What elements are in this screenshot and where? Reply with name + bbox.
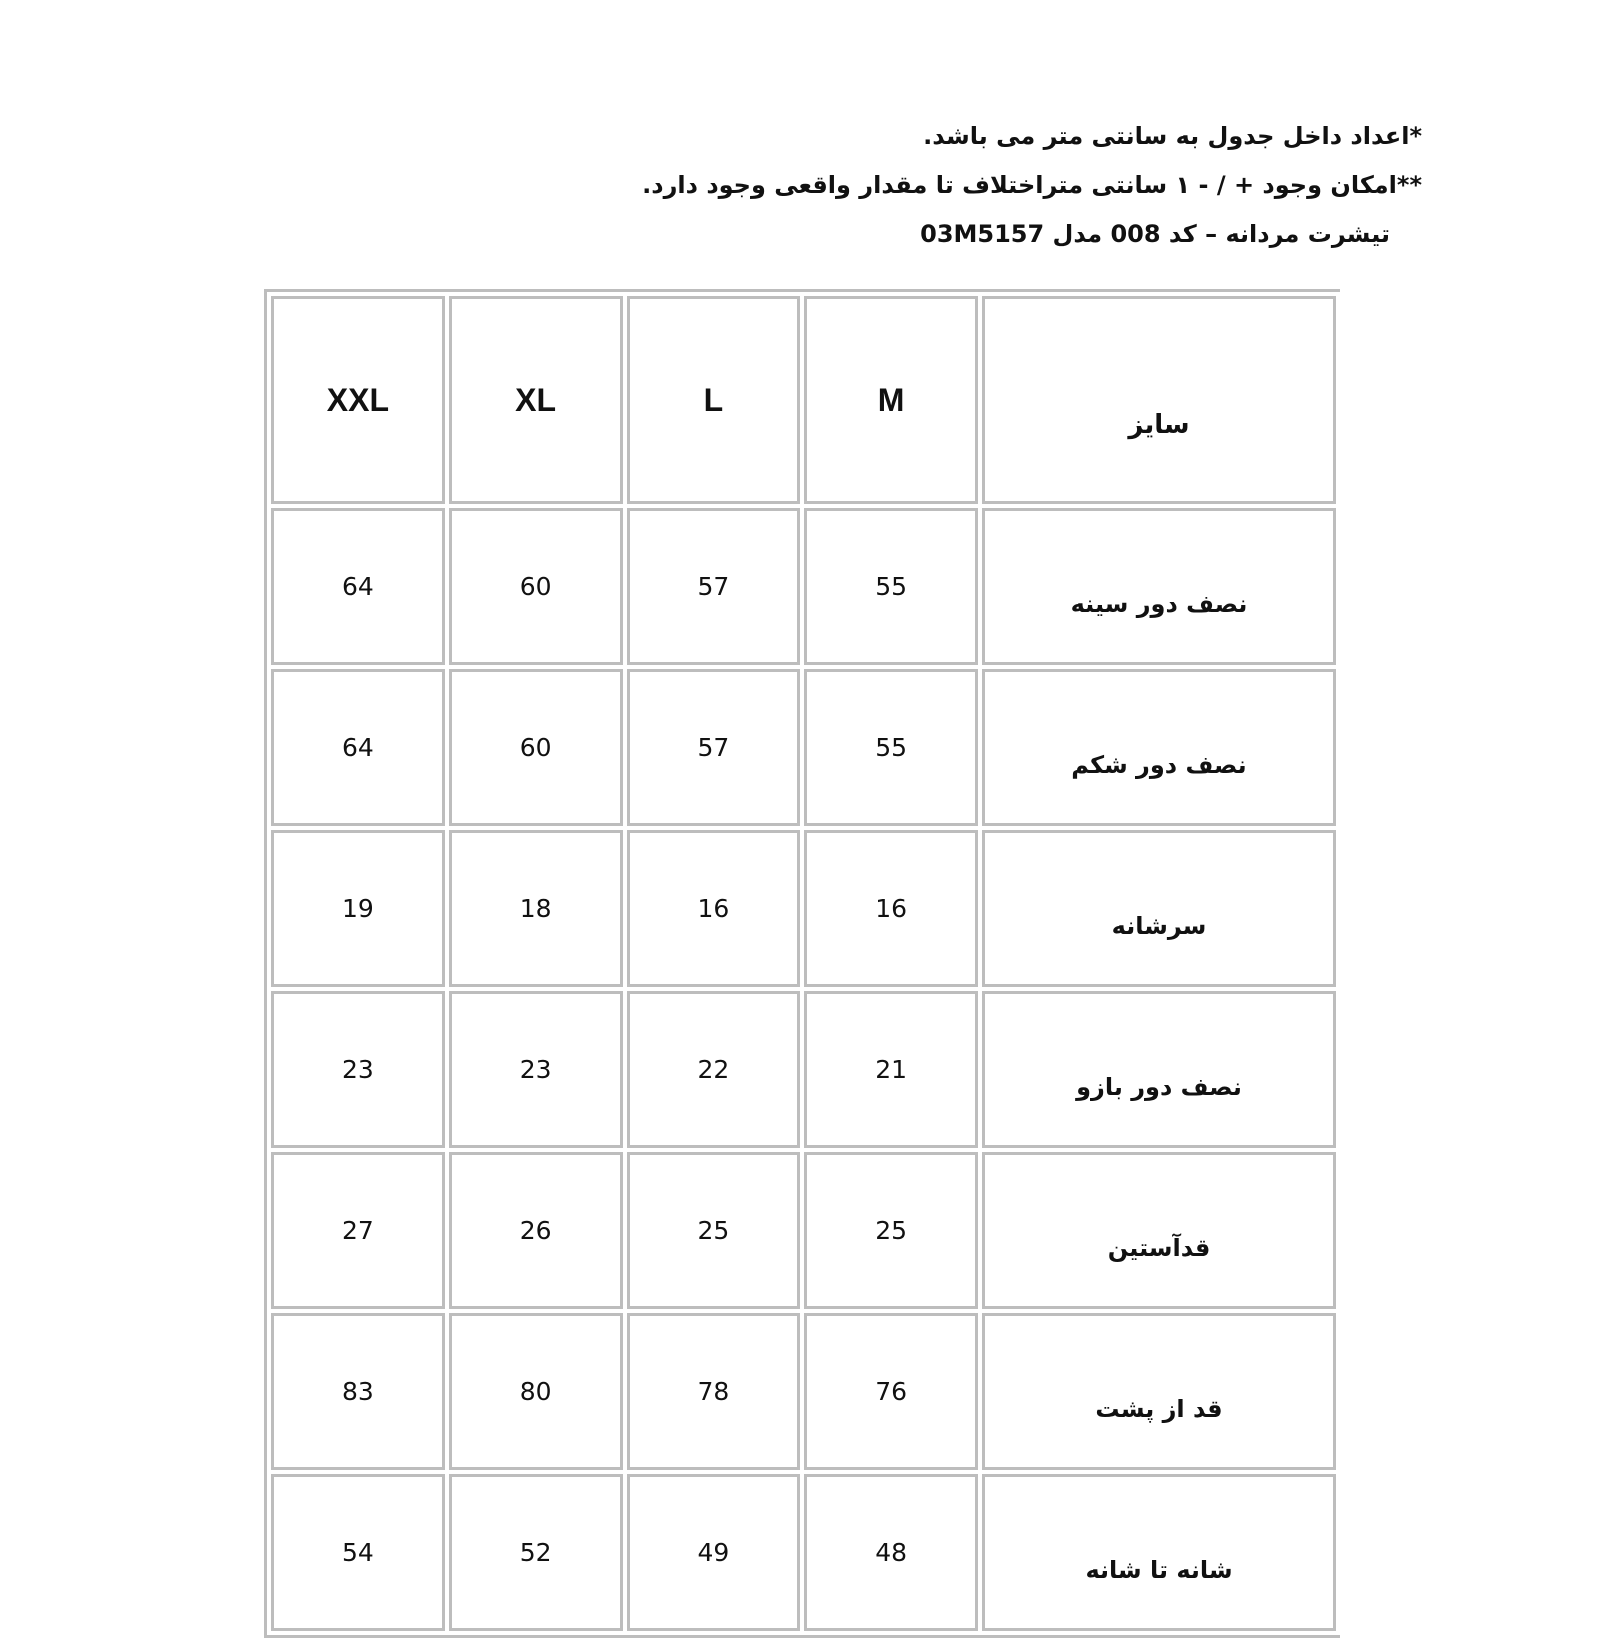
table-cell: 57 xyxy=(627,508,801,665)
note-units: *اعداد داخل جدول به سانتی متر می باشد. xyxy=(923,122,1422,150)
table-row xyxy=(271,1152,1336,1309)
row-label: نصف دور شکم xyxy=(982,669,1336,826)
table-cell: 23 xyxy=(271,991,445,1148)
table-row xyxy=(271,669,1336,826)
table-cell: 54 xyxy=(271,1474,445,1631)
table-row xyxy=(271,1474,1336,1631)
table-cell: 21 xyxy=(804,991,978,1148)
table-cell: 25 xyxy=(804,1152,978,1309)
row-label: نصف دور بازو xyxy=(982,991,1336,1148)
size-header-m: M xyxy=(804,296,978,504)
row-label: قد از پشت xyxy=(982,1313,1336,1470)
table-cell: 23 xyxy=(449,991,623,1148)
table-row xyxy=(271,508,1336,665)
table-cell: 27 xyxy=(271,1152,445,1309)
table-cell: 25 xyxy=(627,1152,801,1309)
table-cell: 55 xyxy=(804,669,978,826)
table-cell: 16 xyxy=(804,830,978,987)
size-header-xl: XL xyxy=(449,296,623,504)
table-cell: 19 xyxy=(271,830,445,987)
table-cell: 18 xyxy=(449,830,623,987)
table-cell: 60 xyxy=(449,669,623,826)
row-label: نصف دور سینه xyxy=(982,508,1336,665)
table-cell: 76 xyxy=(804,1313,978,1470)
table-cell: 22 xyxy=(627,991,801,1148)
table-cell: 55 xyxy=(804,508,978,665)
table-cell: 60 xyxy=(449,508,623,665)
row-label: شانه تا شانه xyxy=(982,1474,1336,1631)
row-label: قدآستین xyxy=(982,1152,1336,1309)
table-row xyxy=(271,991,1336,1148)
table-row xyxy=(271,1313,1336,1470)
table-cell: 26 xyxy=(449,1152,623,1309)
table-cell: 52 xyxy=(449,1474,623,1631)
table-cell: 78 xyxy=(627,1313,801,1470)
table-cell: 64 xyxy=(271,508,445,665)
table-cell: 49 xyxy=(627,1474,801,1631)
table-cell: 80 xyxy=(449,1313,623,1470)
size-header-label: سایز xyxy=(982,296,1336,504)
table-cell: 57 xyxy=(627,669,801,826)
size-table xyxy=(264,289,1340,1638)
row-label: سرشانه xyxy=(982,830,1336,987)
note-tolerance: **امکان وجود + / - ۱ سانتی متراختلاف تا مقدار واقعی وجود دارد. xyxy=(642,171,1422,199)
product-title: تیشرت مردانه – کد 008 مدل 03M5157 xyxy=(920,220,1390,248)
table-cell: 83 xyxy=(271,1313,445,1470)
table-cell: 64 xyxy=(271,669,445,826)
notes-block xyxy=(522,112,1422,259)
size-table-container xyxy=(264,289,1340,1638)
size-header-l: L xyxy=(627,296,801,504)
table-row xyxy=(271,830,1336,987)
size-header-xxl: XXL xyxy=(271,296,445,504)
table-cell: 16 xyxy=(627,830,801,987)
table-header-row xyxy=(271,296,1336,504)
table-cell: 48 xyxy=(804,1474,978,1631)
